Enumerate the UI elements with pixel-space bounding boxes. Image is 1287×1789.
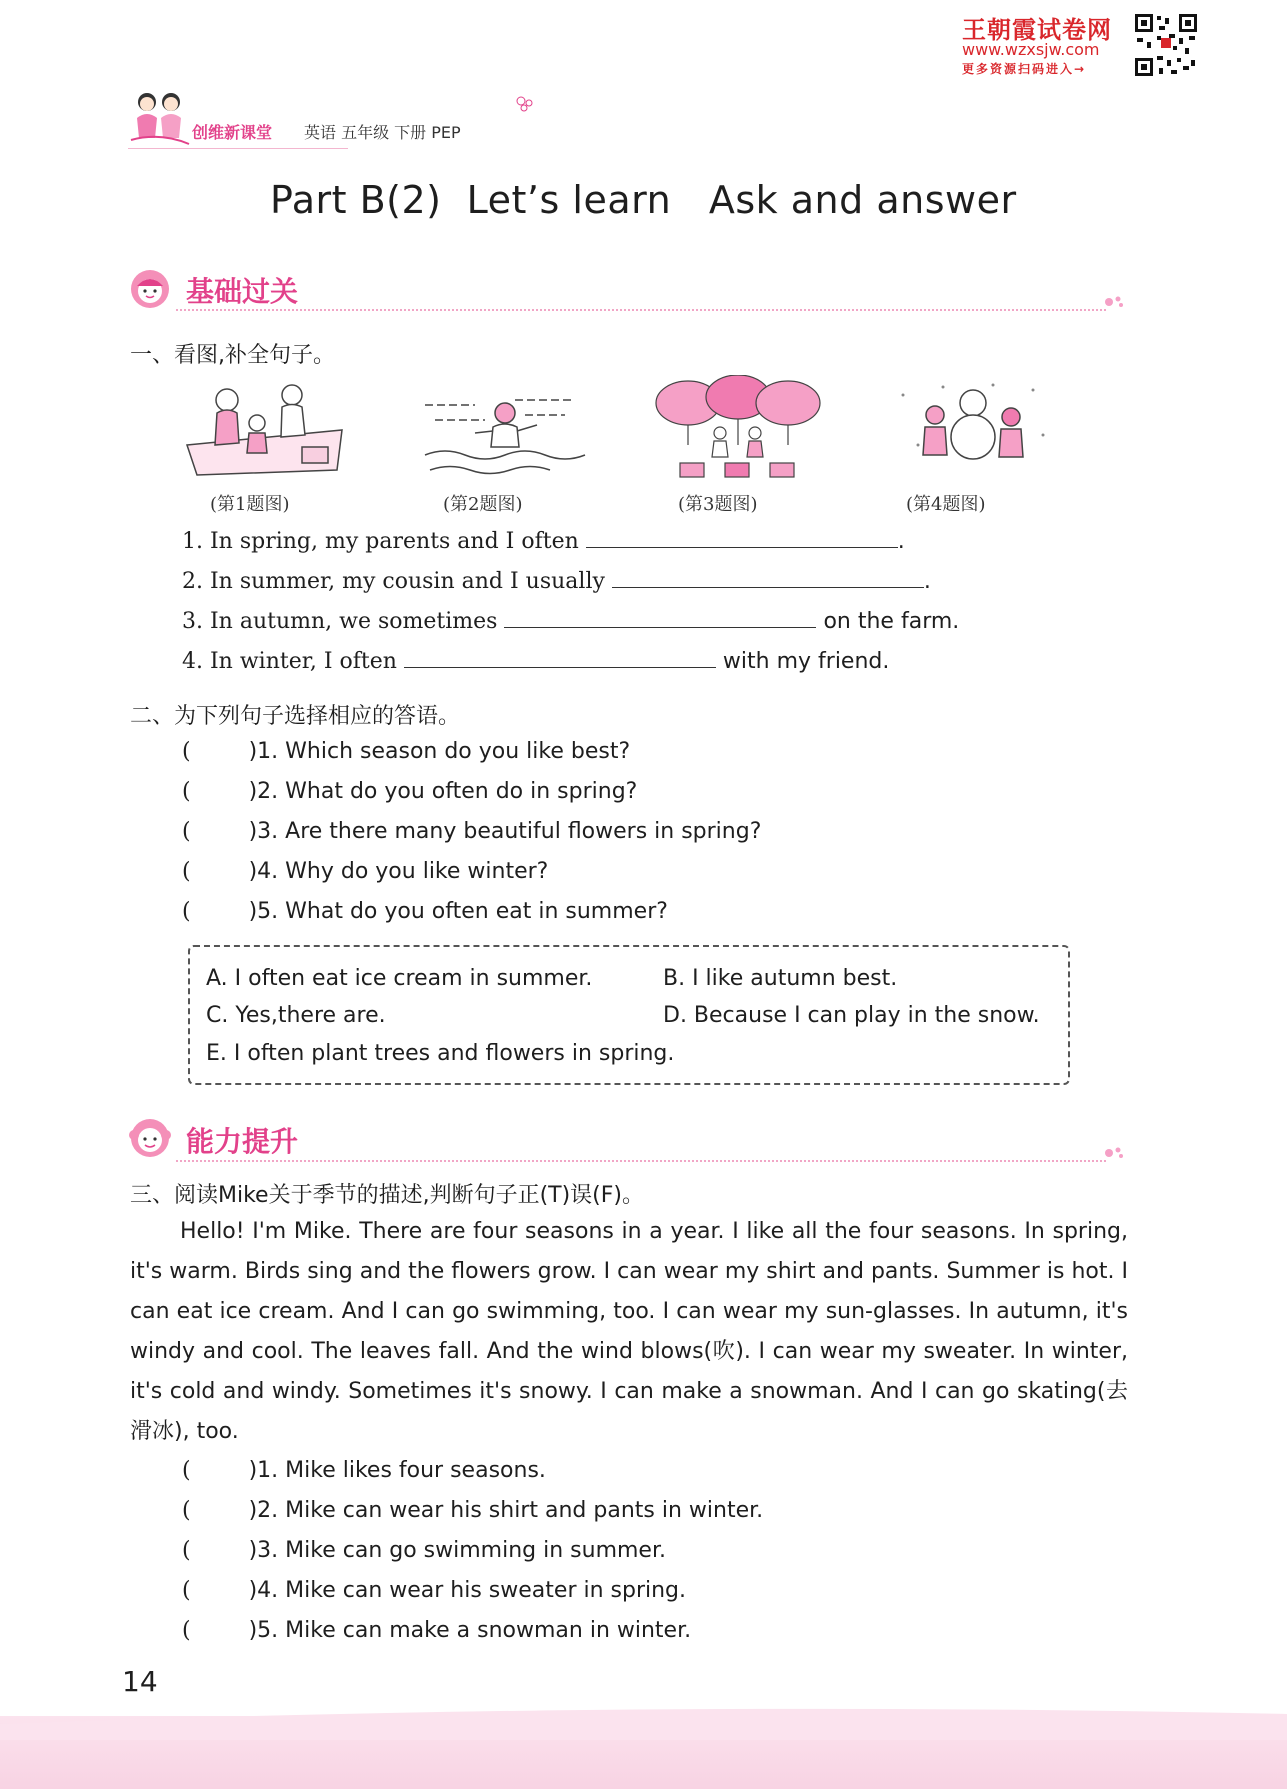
q1-item-4 [182,649,889,674]
q1-item-3-text: 3. In autumn, we sometimes [182,609,498,634]
q3-item-3 [182,1538,666,1563]
reading-passage [130,1212,1128,1452]
q2-bracket-5[interactable]: ( [182,899,191,924]
q3-bracket-1[interactable]: ( [182,1458,191,1483]
monkey-face-icon [128,1117,172,1159]
q3-bracket-2[interactable]: ( [182,1498,191,1523]
swimming-picture-icon [415,375,590,483]
q2-item-3 [182,819,761,844]
q1-answer-blank-1[interactable] [586,546,898,548]
section-basic-title: 基础过关 [186,275,299,308]
q1-item-2-end: . [923,569,931,594]
q2-question-5: )5. What do you often eat in summer? [248,899,668,924]
page-title: Part B(2) Let’s learn Ask and answer [270,178,1017,222]
q3-statement-5: )5. Mike can make a snowman in winter. [248,1618,692,1643]
q1-item-3 [182,609,959,634]
q1-item-4-end: with my friend. [722,649,890,674]
option-a: A. I often eat ice cream in summer. [206,966,593,991]
q1-answer-blank-4[interactable] [404,666,716,668]
q1-item-1-text: 1. In spring, my parents and I often [182,529,579,554]
q2-question-1: )1. Which season do you like best? [248,739,631,764]
watermark-url[interactable]: www.wzxsjw.com [962,40,1100,59]
reading-passage-text: Hello! I'm Mike. There are four seasons in a year. I like all the four seasons. In spring, it's warm. Birds sing and the flowers grow. I can wear my shirt and pants. Summer is hot. I can eat ice cream. And I can go swimming, too. I can wear my sun-glasses. In autumn, it's windy and cool. The leaves fall. And the wind blows(吹). I can wear my sweater. In winter, it's cold and windy. Sometimes it's snowy. I can make a snowman. And I can go skating(去滑冰), too. [130,1219,1128,1444]
apple-picking-picture-icon [650,375,825,483]
section-advanced-title: 能力提升 [186,1125,299,1158]
option-c: C. Yes,there are. [206,1003,386,1028]
q3-statement-3: )3. Mike can go swimming in summer. [248,1538,666,1563]
q3-statement-1: )1. Mike likes four seasons. [248,1458,546,1483]
q2-question-2: )2. What do you often do in spring? [248,779,638,804]
q3-item-4 [182,1578,686,1603]
q3-bracket-5[interactable]: ( [182,1618,191,1643]
book-info: 英语 五年级 下册 PEP [304,123,461,142]
girl-face-icon [128,268,172,310]
q2-heading: 二、为下列句子选择相应的答语。 [130,704,461,729]
q1-answer-blank-2[interactable] [612,586,924,588]
q1-heading: 一、看图,补全句子。 [130,343,335,368]
footer-curve [0,1700,1287,1740]
page-number: 14 [122,1665,158,1698]
q3-item-5 [182,1618,691,1643]
option-d: D. Because I can play in the snow. [663,1003,1040,1028]
q2-item-2 [182,779,637,804]
qr-code-icon[interactable] [1133,12,1199,78]
decor-dots-icon [1104,1146,1126,1160]
q1-item-2 [182,569,931,594]
q2-question-4: )4. Why do you like winter? [248,859,549,884]
snowman-picture-icon [883,375,1058,483]
caption-pic-3: (第3题图) [678,494,758,515]
q3-heading: 三、阅读Mike关于季节的描述,判断句子正(T)误(F)。 [130,1183,645,1208]
q3-item-2 [182,1498,763,1523]
q1-item-2-text: 2. In summer, my cousin and I usually [182,569,605,594]
q1-item-1-end: . [897,529,905,554]
picnic-picture-icon [177,375,352,483]
q1-answer-blank-3[interactable] [504,626,816,628]
caption-pic-2: (第2题图) [443,494,523,515]
option-e: E. I often plant trees and flowers in spring. [206,1041,675,1066]
q3-bracket-4[interactable]: ( [182,1578,191,1603]
option-b: B. I like autumn best. [663,966,898,991]
q2-item-1 [182,739,630,764]
q2-item-4 [182,859,548,884]
q2-bracket-1[interactable]: ( [182,739,191,764]
q2-question-3: )3. Are there many beautiful flowers in spring? [248,819,762,844]
q2-bracket-3[interactable]: ( [182,819,191,844]
q2-bracket-4[interactable]: ( [182,859,191,884]
q2-item-5 [182,899,668,924]
header-underline [128,148,348,149]
caption-pic-1: (第1题图) [210,494,290,515]
section-advanced-rule [176,1160,1106,1162]
watermark-subtitle: 更多资源扫码进入→ [962,62,1087,76]
q3-item-1 [182,1458,546,1483]
flower-icon [515,95,535,113]
q2-bracket-2[interactable]: ( [182,779,191,804]
q3-statement-2: )2. Mike can wear his shirt and pants in winter. [248,1498,764,1523]
q3-statement-4: )4. Mike can wear his sweater in spring. [248,1578,687,1603]
caption-pic-4: (第4题图) [906,494,986,515]
brand-name: 创维新课堂 [192,123,273,142]
q1-item-4-text: 4. In winter, I often [182,649,397,674]
q1-item-1 [182,529,905,554]
q3-bracket-3[interactable]: ( [182,1538,191,1563]
watermark-title: 王朝霞试卷网 [962,16,1112,44]
decor-dots-icon [1104,295,1126,309]
kids-logo-icon [125,88,195,150]
section-basic-rule [176,309,1106,311]
q1-item-3-end: on the farm. [823,609,960,634]
